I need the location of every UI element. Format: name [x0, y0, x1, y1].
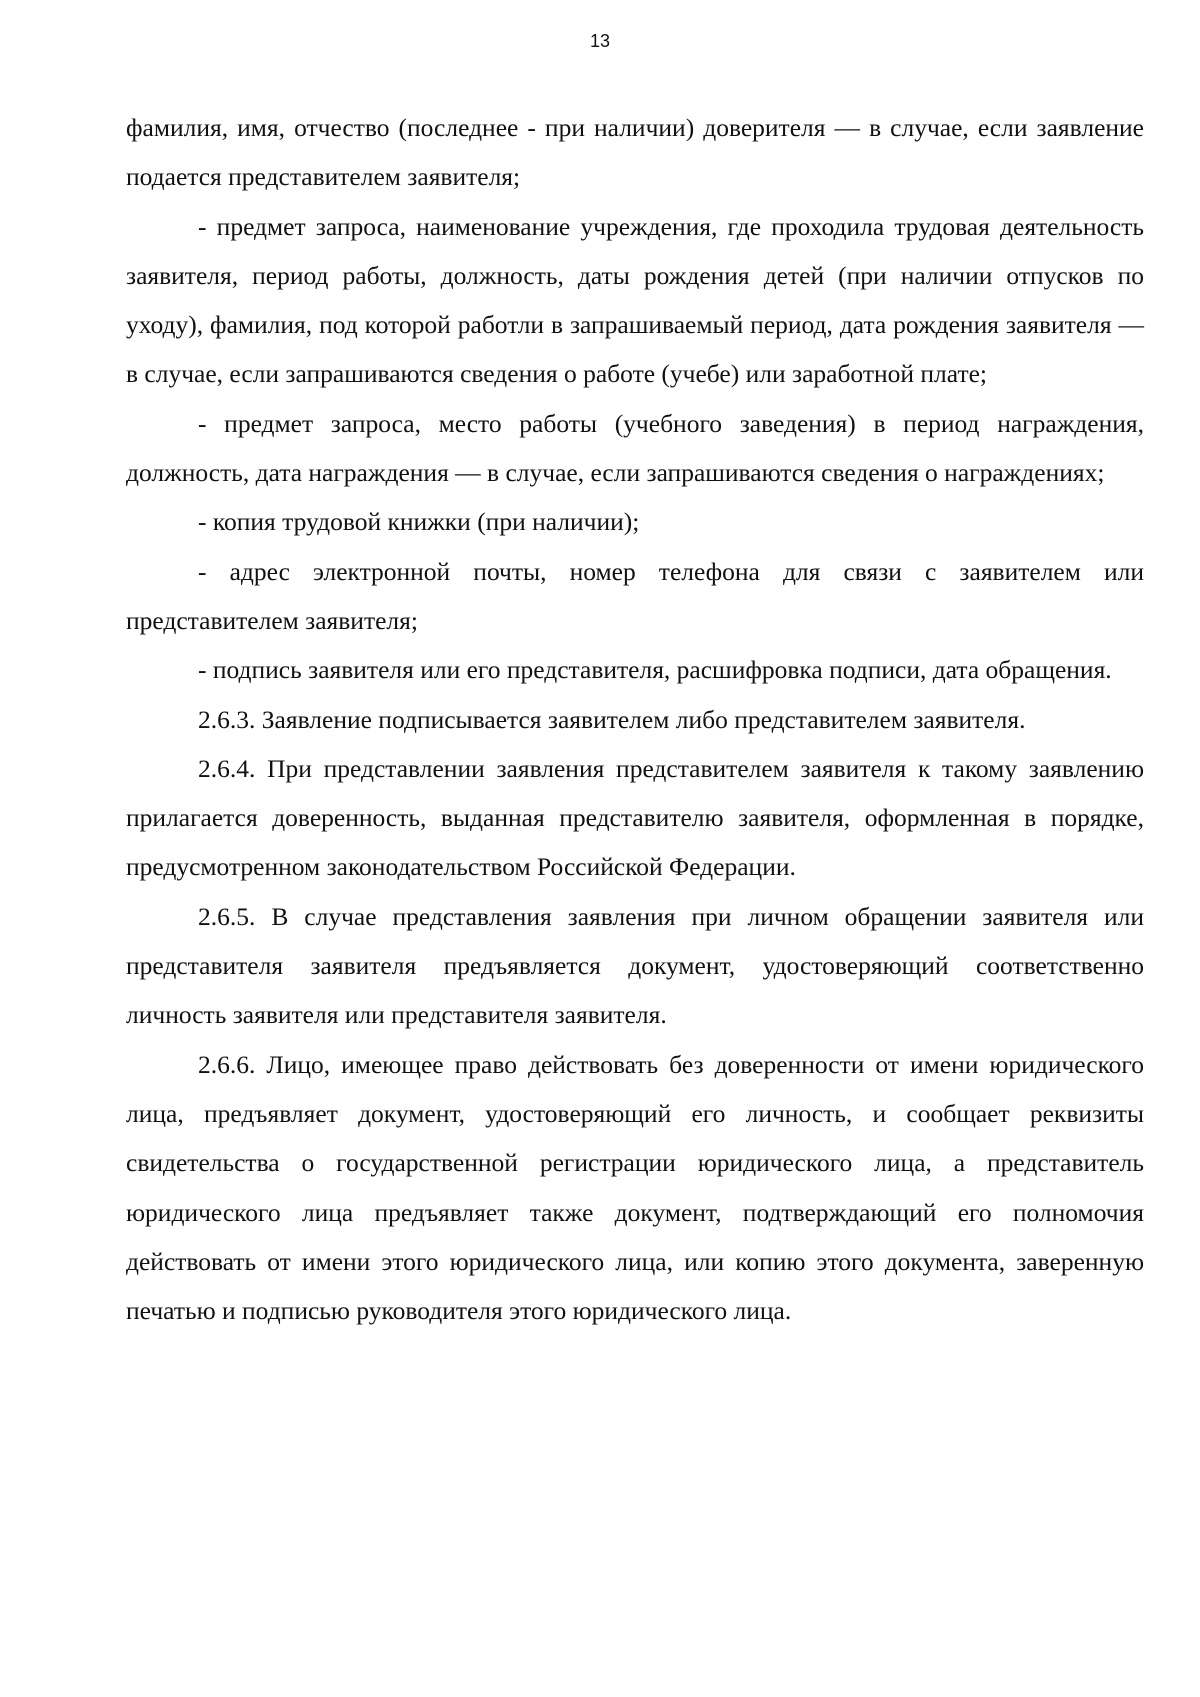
- document-body: [126, 103, 1144, 1335]
- paragraph-6: - подпись заявителя или его представителя, расшифровка подписи, дата обращения.: [198, 655, 1112, 685]
- paragraph-9: 2.6.5. В случае представления заявления при личном обращении заявителя или представителя заявителя предъявляется документ, удостоверяющий соответственно личность заявителя или представителя заявителя.: [126, 901, 1144, 1030]
- paragraph-1: фамилия, имя, отчество (последнее - при наличии) доверителя — в случае, если заявление подается представителем заявителя;: [126, 113, 1144, 192]
- paragraph-2: - предмет запроса, наименование учреждения, где проходила трудовая деятельность заявителя, период работы, должность, даты рождения детей (при наличии отпусков по уходу), фамилия, под которой работли в запрашиваемый период, дата рождения заявителя — в случае, если запрашиваются сведения о работе (учебе) или заработной плате;: [126, 211, 1144, 389]
- paragraph-10: 2.6.6. Лицо, имеющее право действовать без доверенности от имени юридического лица, предъявляет документ, удостоверяющий его личность, и сообщает реквизиты свидетельства о государственной регистрации юридического лица, а представитель юридического лица предъявляет также документ, подтверждающий его полномочия действовать от имени этого юридического лица, или копию этого документа, заверенную печатью и подписью руководителя этого юридического лица.: [126, 1049, 1144, 1326]
- page-number: 13: [589, 31, 611, 51]
- paragraph-7: 2.6.3. Заявление подписывается заявителем либо представителем заявителя.: [198, 704, 1026, 734]
- paragraph-8: 2.6.4. При представлении заявления представителем заявителя к такому заявлению прилагается доверенность, выданная представителю заявителя, оформленная в порядке, предусмотренном законодательством Российской Федерации.: [126, 753, 1144, 882]
- paragraph-5: - адрес электронной почты, номер телефона для связи с заявителем или представителем заявителя;: [126, 556, 1144, 635]
- paragraph-3: - предмет запроса, место работы (учебного заведения) в период награждения, должность, дата награждения — в случае, если запрашиваются сведения о награждениях;: [126, 408, 1144, 488]
- paragraph-4: - копия трудовой книжки (при наличии);: [198, 507, 640, 537]
